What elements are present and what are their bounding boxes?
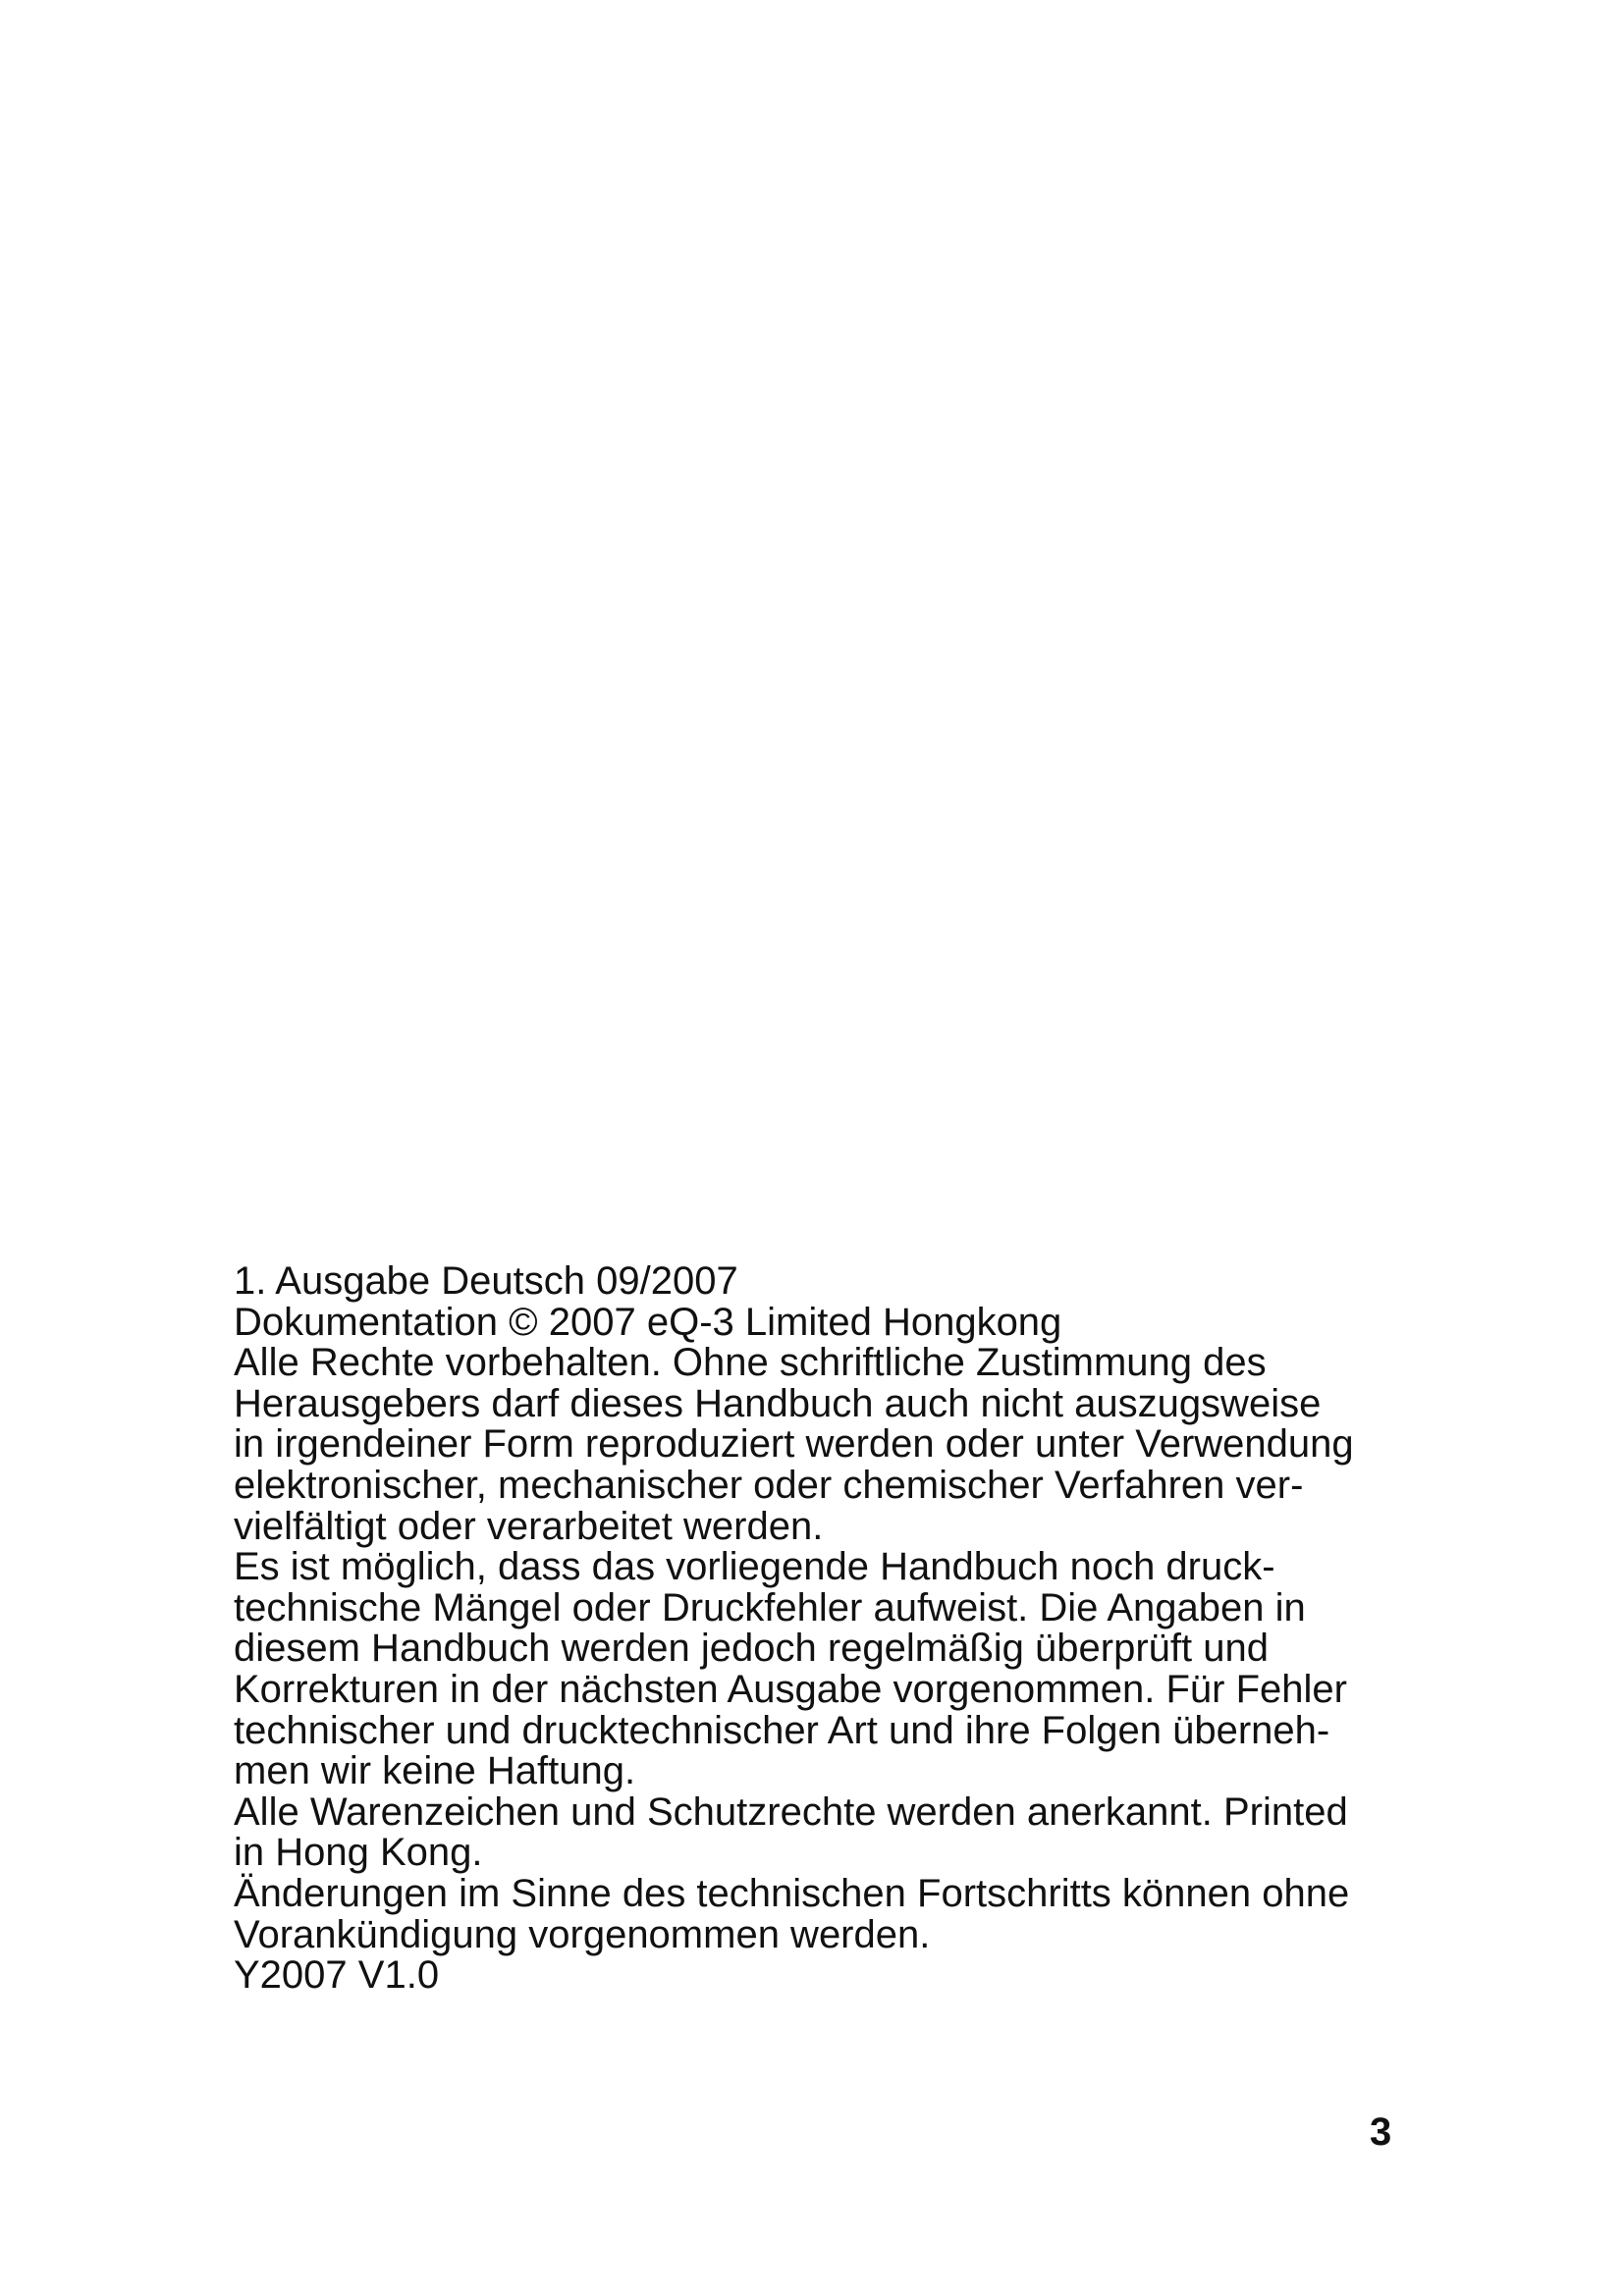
imprint-block [234,1261,1510,1997]
imprint-rights-line: Herausgebers darf dieses Handbuch auch nicht auszugsweise [234,1381,1322,1425]
imprint-changes-line: Änderungen im Sinne des technischen Fortschritts können ohne [234,1871,1350,1915]
imprint-edition: 1. Ausgabe Deutsch 09/2007 [234,1259,738,1303]
imprint-trademark-line: in Hong Kong. [234,1831,483,1875]
imprint-disclaimer-line: technischer und drucktechnischer Art und ihre Folgen überneh- [234,1708,1330,1752]
imprint-changes-line: Vorankündigung vorgenommen werden. [234,1912,931,1956]
imprint-copyright: Dokumentation © 2007 eQ-3 Limited Hongkong [234,1300,1062,1344]
imprint-trademark-line: Alle Warenzeichen und Schutzrechte werden anerkannt. Printed [234,1789,1348,1834]
imprint-rights-line: vielfältigt oder verarbeitet werden. [234,1504,824,1548]
imprint-disclaimer-line: men wir keine Haftung. [234,1749,636,1793]
page-number: 3 [1370,2110,1392,2154]
imprint-disclaimer-line: Es ist möglich, dass das vorliegende Handbuch noch druck- [234,1545,1275,1589]
imprint-disclaimer-line: diesem Handbuch werden jedoch regelmäßig überprüft und [234,1627,1269,1671]
imprint-disclaimer-line: Korrekturen in der nächsten Ausgabe vorgenommen. Für Fehler [234,1667,1347,1711]
imprint-version: Y2007 V1.0 [234,1953,440,1998]
imprint-rights-line: in irgendeiner Form reproduziert werden oder unter Verwendung [234,1422,1354,1467]
imprint-disclaimer-line: technische Mängel oder Druckfehler aufweist. Die Angaben in [234,1585,1306,1629]
imprint-rights-line: Alle Rechte vorbehalten. Ohne schriftliche Zustimmung des [234,1341,1267,1385]
imprint-rights-line: elektronischer, mechanischer oder chemischer Verfahren ver- [234,1463,1304,1507]
